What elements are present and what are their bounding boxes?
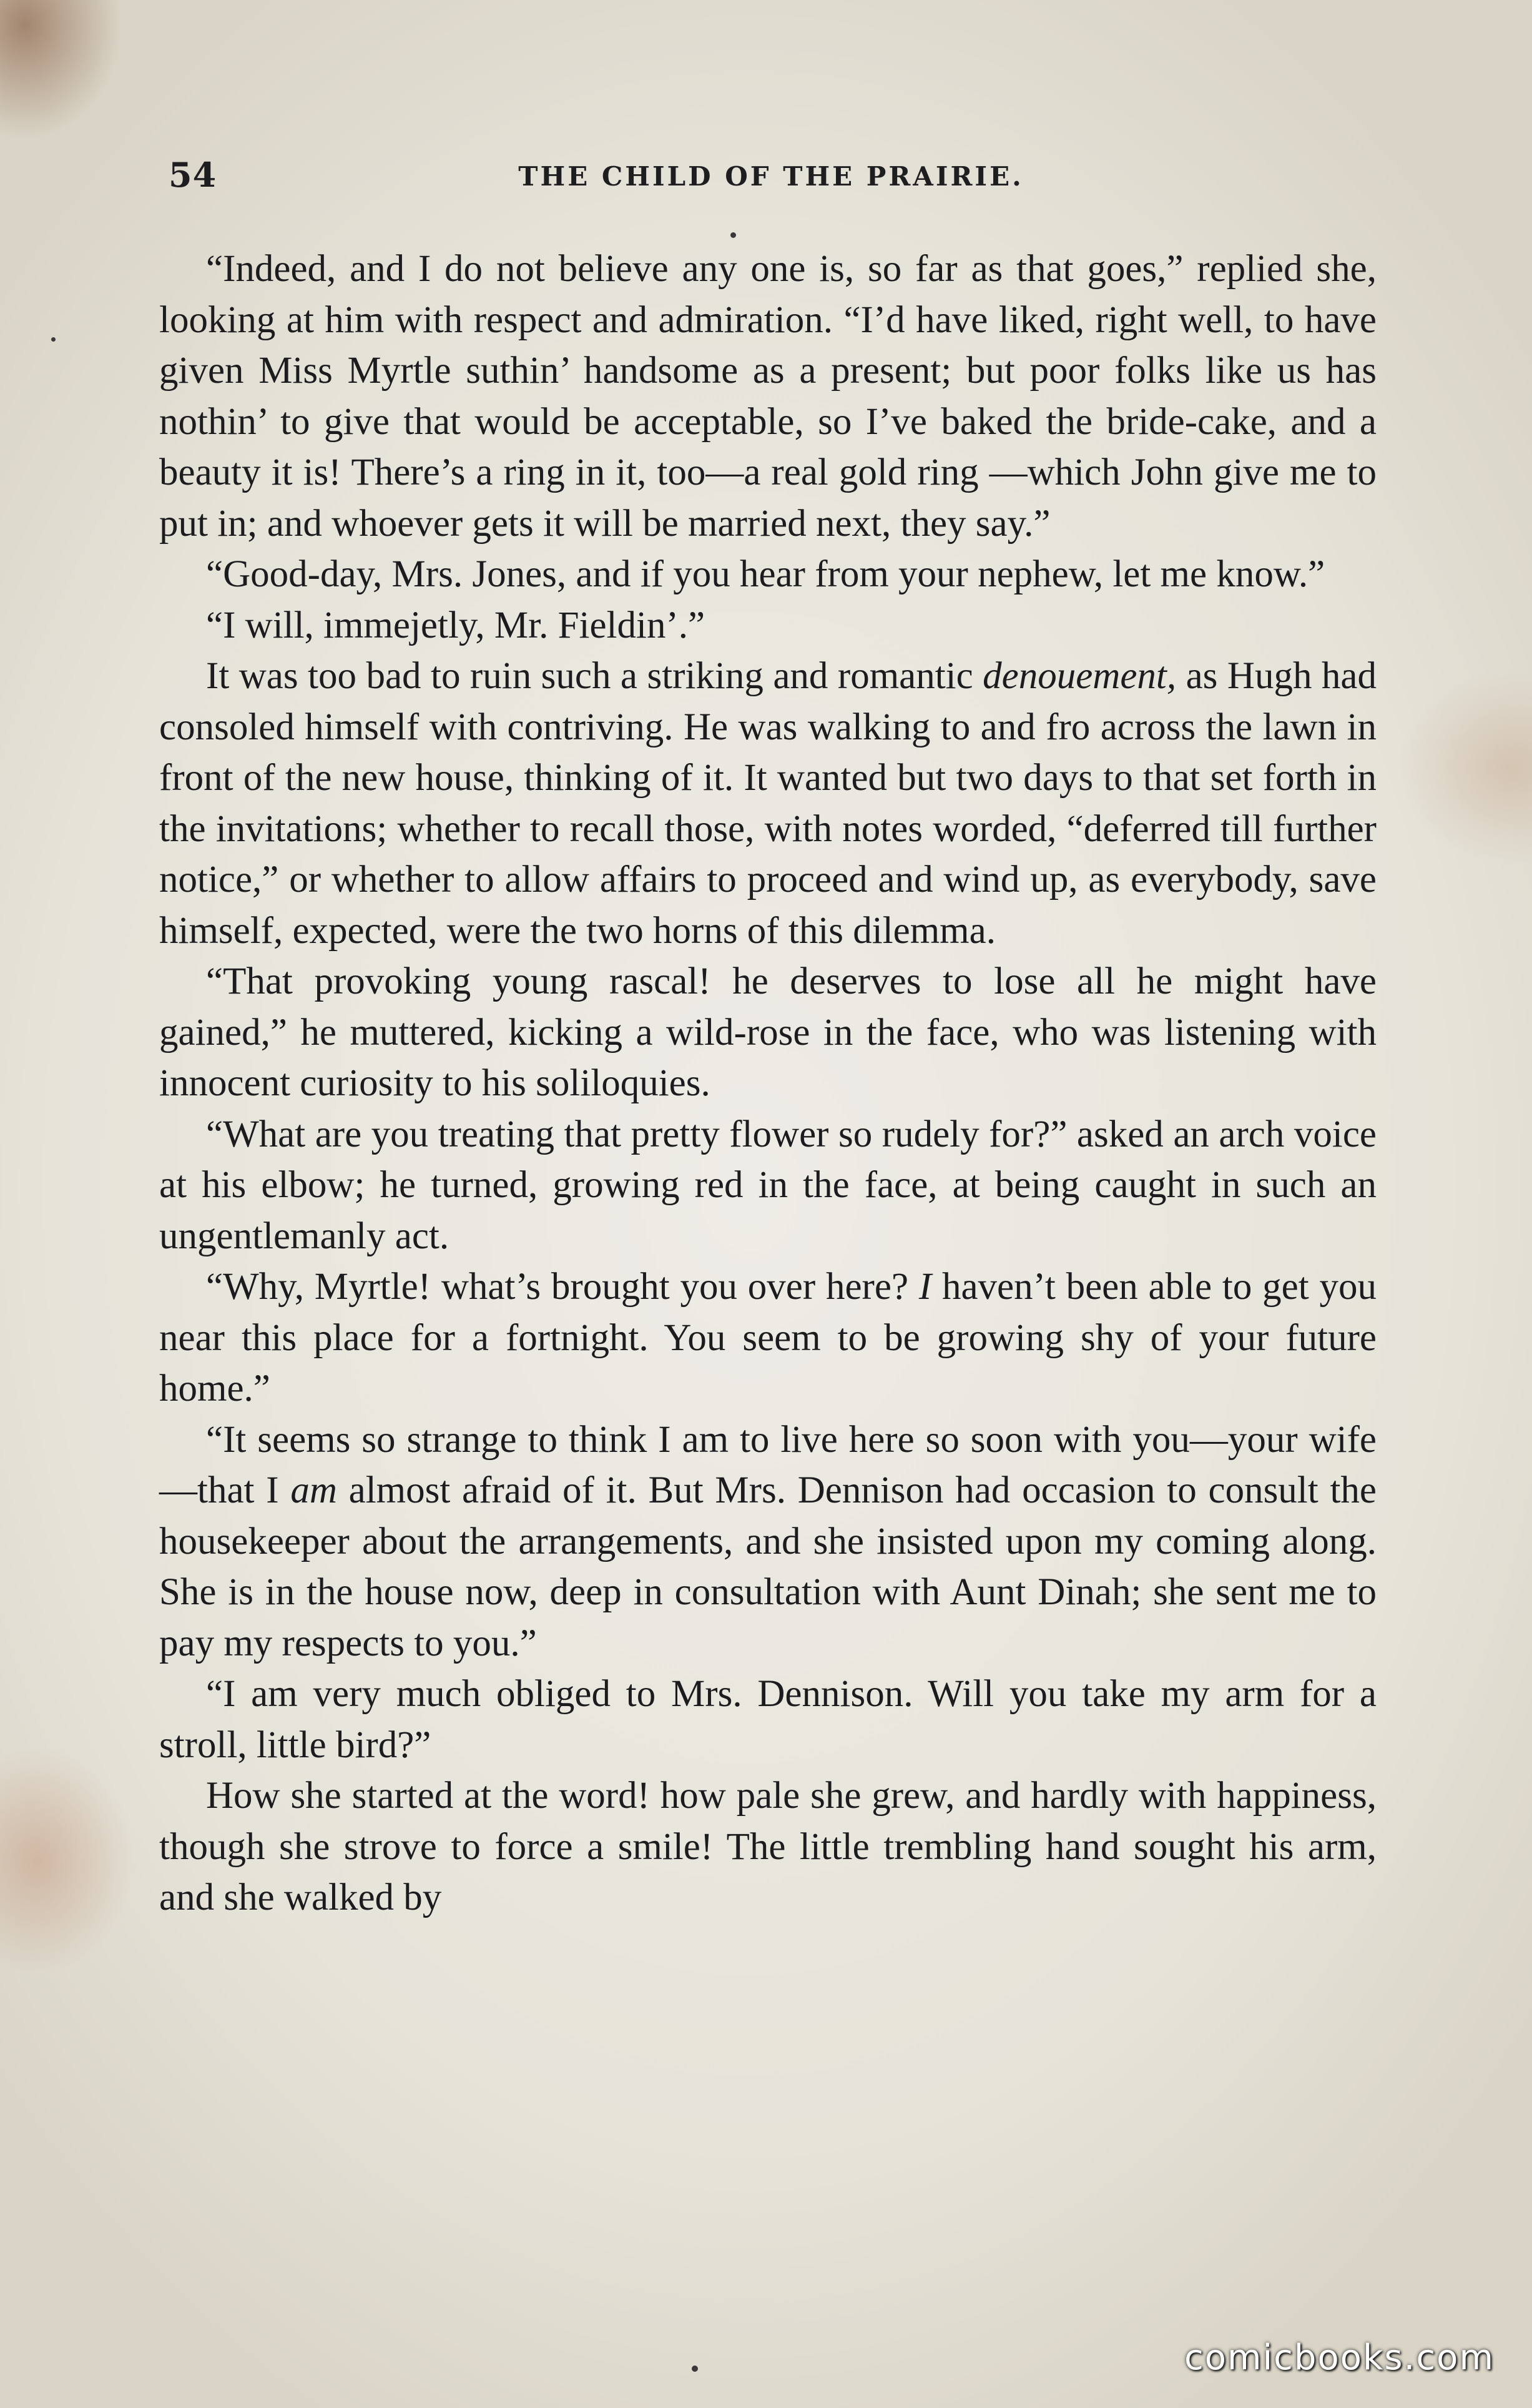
paragraph [159, 956, 1377, 1109]
text-run: almost afraid of it. But Mrs. Dennison had occasion to consult the housekeeper about the arrangements, and she insisted upon my coming along. She is in the house now, deep in consultation with Aunt Dinah; she sent me to pay my respects to you.” [159, 1469, 1377, 1664]
text-run: “I will, immejetly, Mr. Fieldin’.” [206, 604, 705, 646]
text-run: “I am very much obliged to Mrs. Dennison. Will you take my arm for a stroll, little bird?” [159, 1673, 1377, 1766]
text-run: “Indeed, and I do not believe any one is, so far as that goes,” replied she, looking at him with respect and admiration. “I’d have liked, right well, to have given Miss Myrtle suthin’ handsome as a present; but poor folks like us has nothin’ to give that would be acceptable, so I’ve baked the bride-cake, and a beauty it is! There’s a ring in it, too—a real gold ring —which John give me to put in; and whoever gets it will be married next, they say.” [159, 248, 1377, 545]
ink-speck [730, 232, 736, 238]
text-run: It was too bad to ruin such a striking and romantic [206, 655, 983, 697]
body-text [159, 244, 1377, 1923]
paragraph [159, 1109, 1377, 1262]
running-title: THE CHILD OF THE PRAIRIE. [518, 161, 1024, 192]
text-run: haven’t been able to get you near this place for a fortnight. You seem to be growing shy of your future home.” [159, 1266, 1377, 1409]
text-run: “What are you treating that pretty flower so rudely for?” asked an arch voice at his elbow; he turned, growing red in the face, at being caught in such an ungentlemanly act. [159, 1113, 1377, 1257]
paragraph [159, 651, 1377, 956]
paragraph [159, 549, 1377, 600]
italic-text: denouement, [983, 655, 1177, 697]
text-run: “That provoking young rascal! he deserves to lose all he might have gained,” he muttered, kicking a wild-rose in the face, who was listening with innocent curiosity to his soliloquies. [159, 960, 1377, 1104]
text-run: as Hugh had consoled himself with contriving. He was walking to and fro across the lawn in front of the new house, thinking of it. It wanted but two days to that set forth in the invitations; whether to recall those, with notes worded, “deferred till further notice,” or whether to allow affairs to proceed and wind up, as everybody, save himself, expected, were the two horns of this dilemma. [159, 655, 1377, 952]
paragraph [159, 1770, 1377, 1923]
ink-speck [51, 337, 56, 342]
page-header [169, 155, 1373, 199]
italic-text: am [290, 1469, 337, 1511]
paragraph [159, 1414, 1377, 1669]
paragraph [159, 1261, 1377, 1414]
ink-speck [692, 2366, 698, 2372]
page-number: 54 [169, 155, 217, 195]
paragraph [159, 244, 1377, 549]
paragraph [159, 1669, 1377, 1770]
italic-text: I [918, 1266, 932, 1308]
text-run: “It seems so strange to think I am to live here so soon with you—your wife—that I [159, 1418, 1377, 1511]
text-run: “Good-day, Mrs. Jones, and if you hear from your nephew, let me know.” [206, 553, 1325, 595]
paragraph [159, 600, 1377, 651]
text-run: How she started at the word! how pale she grew, and hardly with happiness, though she strove to force a smile! The little trembling hand sought his arm, and she walked by [159, 1775, 1377, 1918]
watermark: comicbooks.com [1184, 2337, 1495, 2378]
text-run: “Why, Myrtle! what’s brought you over here? [206, 1266, 919, 1308]
